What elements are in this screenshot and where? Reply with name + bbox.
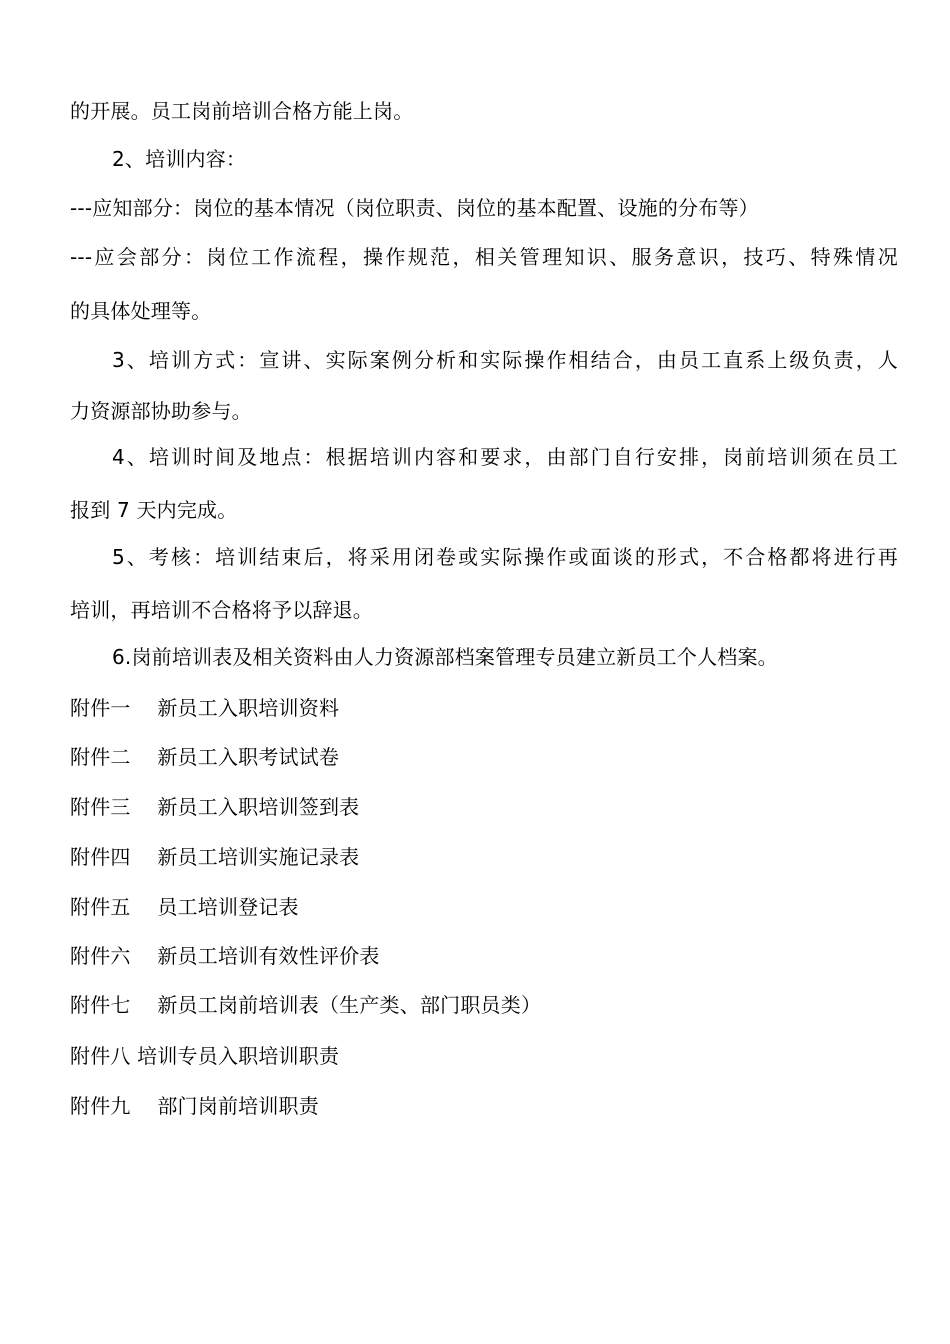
attachment-item: 附件四 新员工培训实施记录表: [70, 845, 360, 869]
text-line: 5、考核：培训结束后，将采用闭卷或实际操作或面谈的形式，不合格都将进行再: [112, 545, 898, 569]
text-line: 6.岗前培训表及相关资料由人力资源部档案管理专员建立新员工个人档案。: [112, 645, 778, 669]
attachment-item: 附件七 新员工岗前培训表（生产类、部门职员类）: [70, 993, 542, 1017]
text-line: 4、培训时间及地点：根据培训内容和要求，由部门自行安排，岗前培训须在员工: [112, 445, 898, 469]
text-line: 的开展。员工岗前培训合格方能上岗。: [70, 99, 414, 123]
attachment-item: 附件八 培训专员入职培训职责: [70, 1044, 340, 1068]
text-line: 培训，再培训不合格将予以辞退。: [70, 598, 373, 622]
section-heading: 2、培训内容：: [112, 147, 247, 171]
text-line: 的具体处理等。: [70, 299, 212, 323]
text-line: ---应会部分：岗位工作流程，操作规范，相关管理知识、服务意识，技巧、特殊情况: [70, 245, 898, 269]
text-line: 3、培训方式：宣讲、实际案例分析和实际操作相结合，由员工直系上级负责，人: [112, 348, 898, 372]
text-line: ---应知部分：岗位的基本情况（岗位职责、岗位的基本配置、设施的分布等）: [70, 196, 759, 220]
attachment-item: 附件五 员工培训登记表: [70, 895, 299, 919]
attachment-item: 附件一 新员工入职培训资料: [70, 696, 340, 720]
text-line: 报到 7 天内完成。: [70, 498, 238, 522]
attachment-item: 附件二 新员工入职考试试卷: [70, 745, 340, 769]
text-line: 力资源部协助参与。: [70, 399, 252, 423]
attachment-item: 附件九 部门岗前培训职责: [70, 1094, 319, 1118]
attachment-item: 附件三 新员工入职培训签到表: [70, 795, 360, 819]
attachment-item: 附件六 新员工培训有效性评价表: [70, 944, 380, 968]
